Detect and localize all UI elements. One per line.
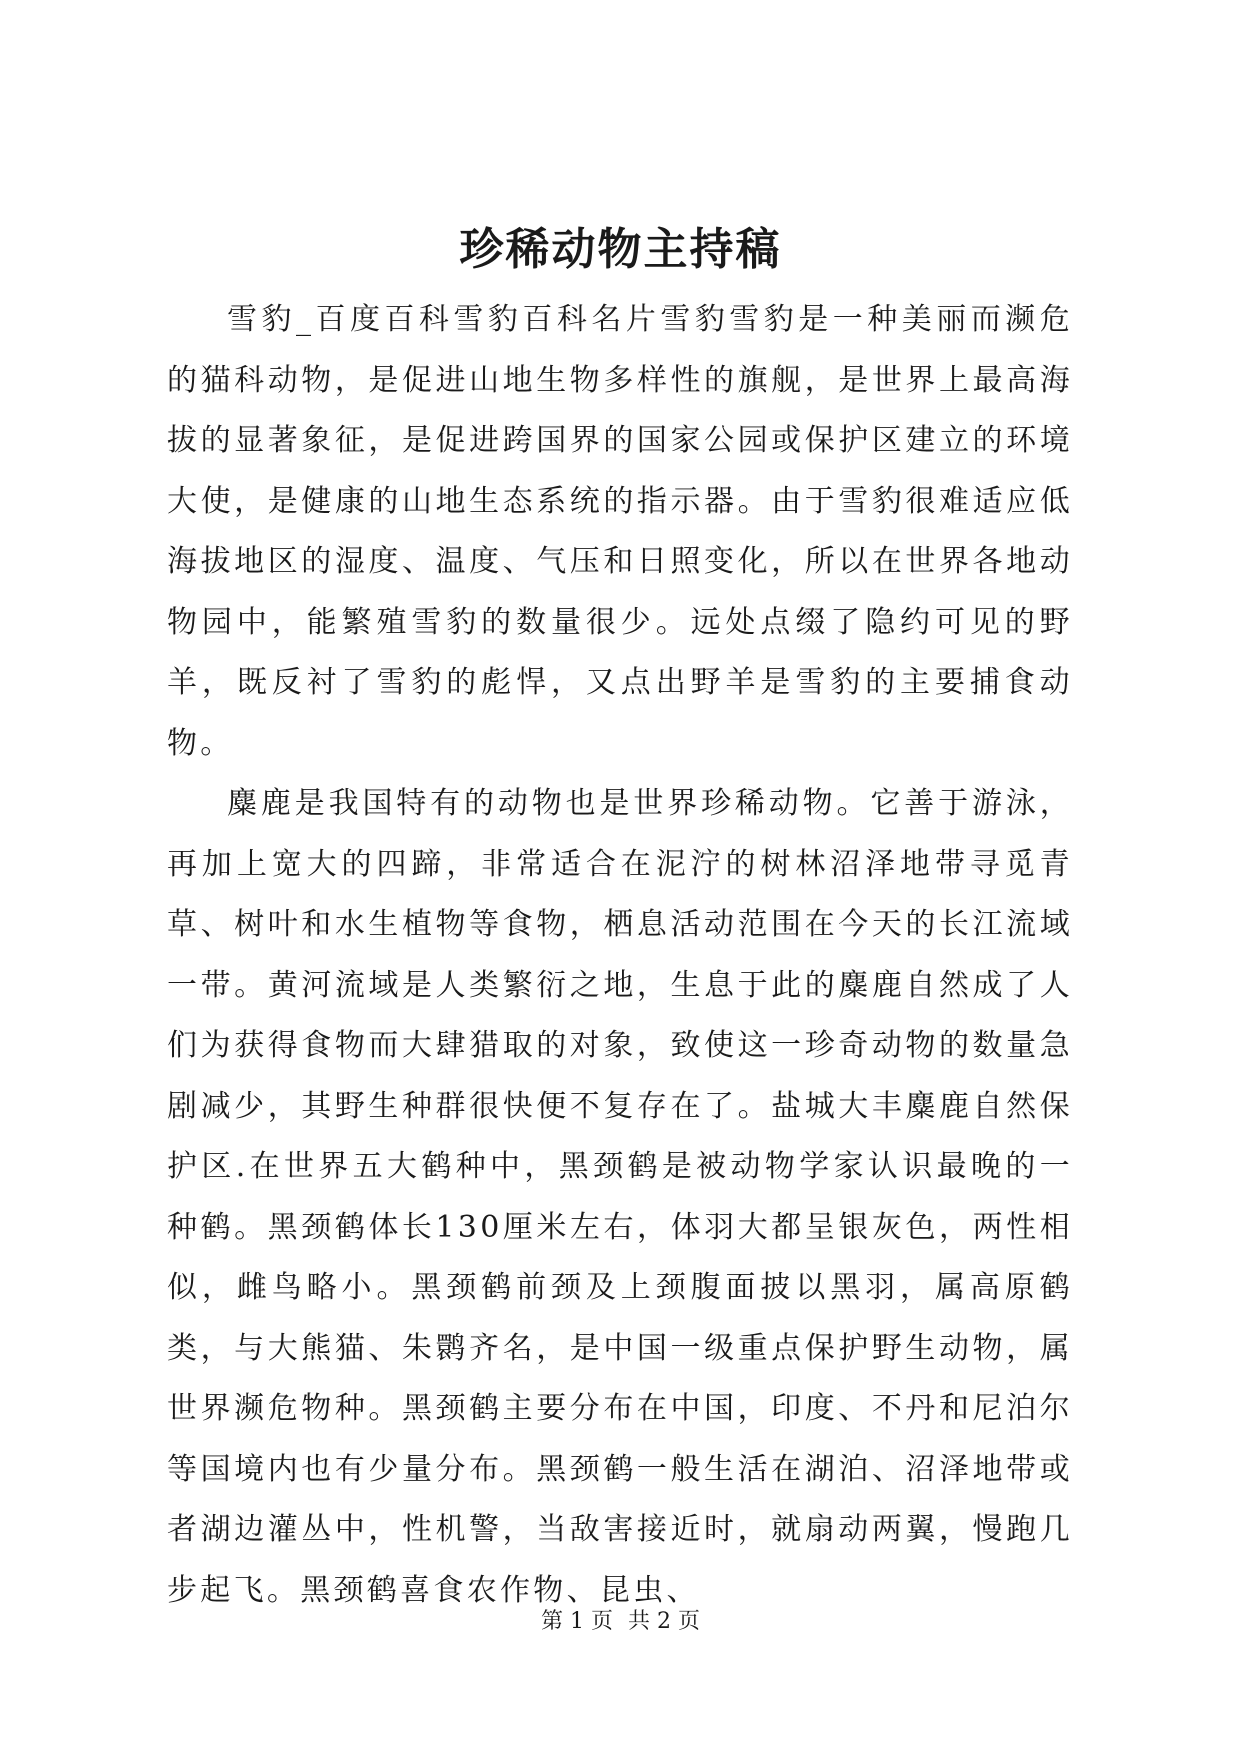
paragraph-elk-and-crane: 麋鹿是我国特有的动物也是世界珍稀动物。它善于游泳，再加上宽大的四蹄，非常适合在泥泞的树林沼泽地带寻觅青草、树叶和水生植物等食物，栖息活动范围在今天的长江流域一带。黄河流域是人类繁衍之地，生息于此的麋鹿自然成了人们为获得食物而大肆猎取的对象，致使这一珍奇动物的数量急剧减少，其野生种群很快便不复存在了。盐城大丰麋鹿自然保护区.在世界五大鹤种中，黑颈鹤是被动物学家认识最晚的一种鹤。黑颈鹤体长130厘米左右，体羽大都呈银灰色，两性相似，雌鸟略小。黑颈鹤前颈及上颈腹面披以黑羽，属高原鹤类，与大熊猫、朱鹮齐名，是中国一级重点保护野生动物，属世界濒危物种。黑颈鹤主要分布在中国，印度、不丹和尼泊尔等国境内也有少量分布。黑颈鹤一般生活在湖泊、沼泽地带或者湖边灌丛中，性机警，当敌害接近时，就扇动两翼，慢跑几步起飞。黑颈鹤喜食农作物、昆虫、 <box>167 786 1073 1608</box>
paragraph-snow-leopard: 雪豹_百度百科雪豹百科名片雪豹雪豹是一种美丽而濒危的猫科动物，是促进山地生物多样性的旗舰，是世界上最高海拔的显著象征，是促进跨国界的国家公园或保护区建立的环境大使，是健康的山地生态系统的指示器。由于雪豹很难适应低海拔地区的湿度、温度、气压和日照变化，所以在世界各地动物园中，能繁殖雪豹的数量很少。远处点缀了隐约可见的野羊，既反衬了雪豹的彪悍，又点出野羊是雪豹的主要捕食动物。 <box>167 302 1073 761</box>
page-number: 第 1 页 <box>541 1609 613 1634</box>
page-total: 共 2 页 <box>628 1609 700 1634</box>
page-footer <box>0 1607 1241 1637</box>
document-body <box>167 290 1073 1621</box>
document-title: 珍稀动物主持稿 <box>459 224 782 275</box>
